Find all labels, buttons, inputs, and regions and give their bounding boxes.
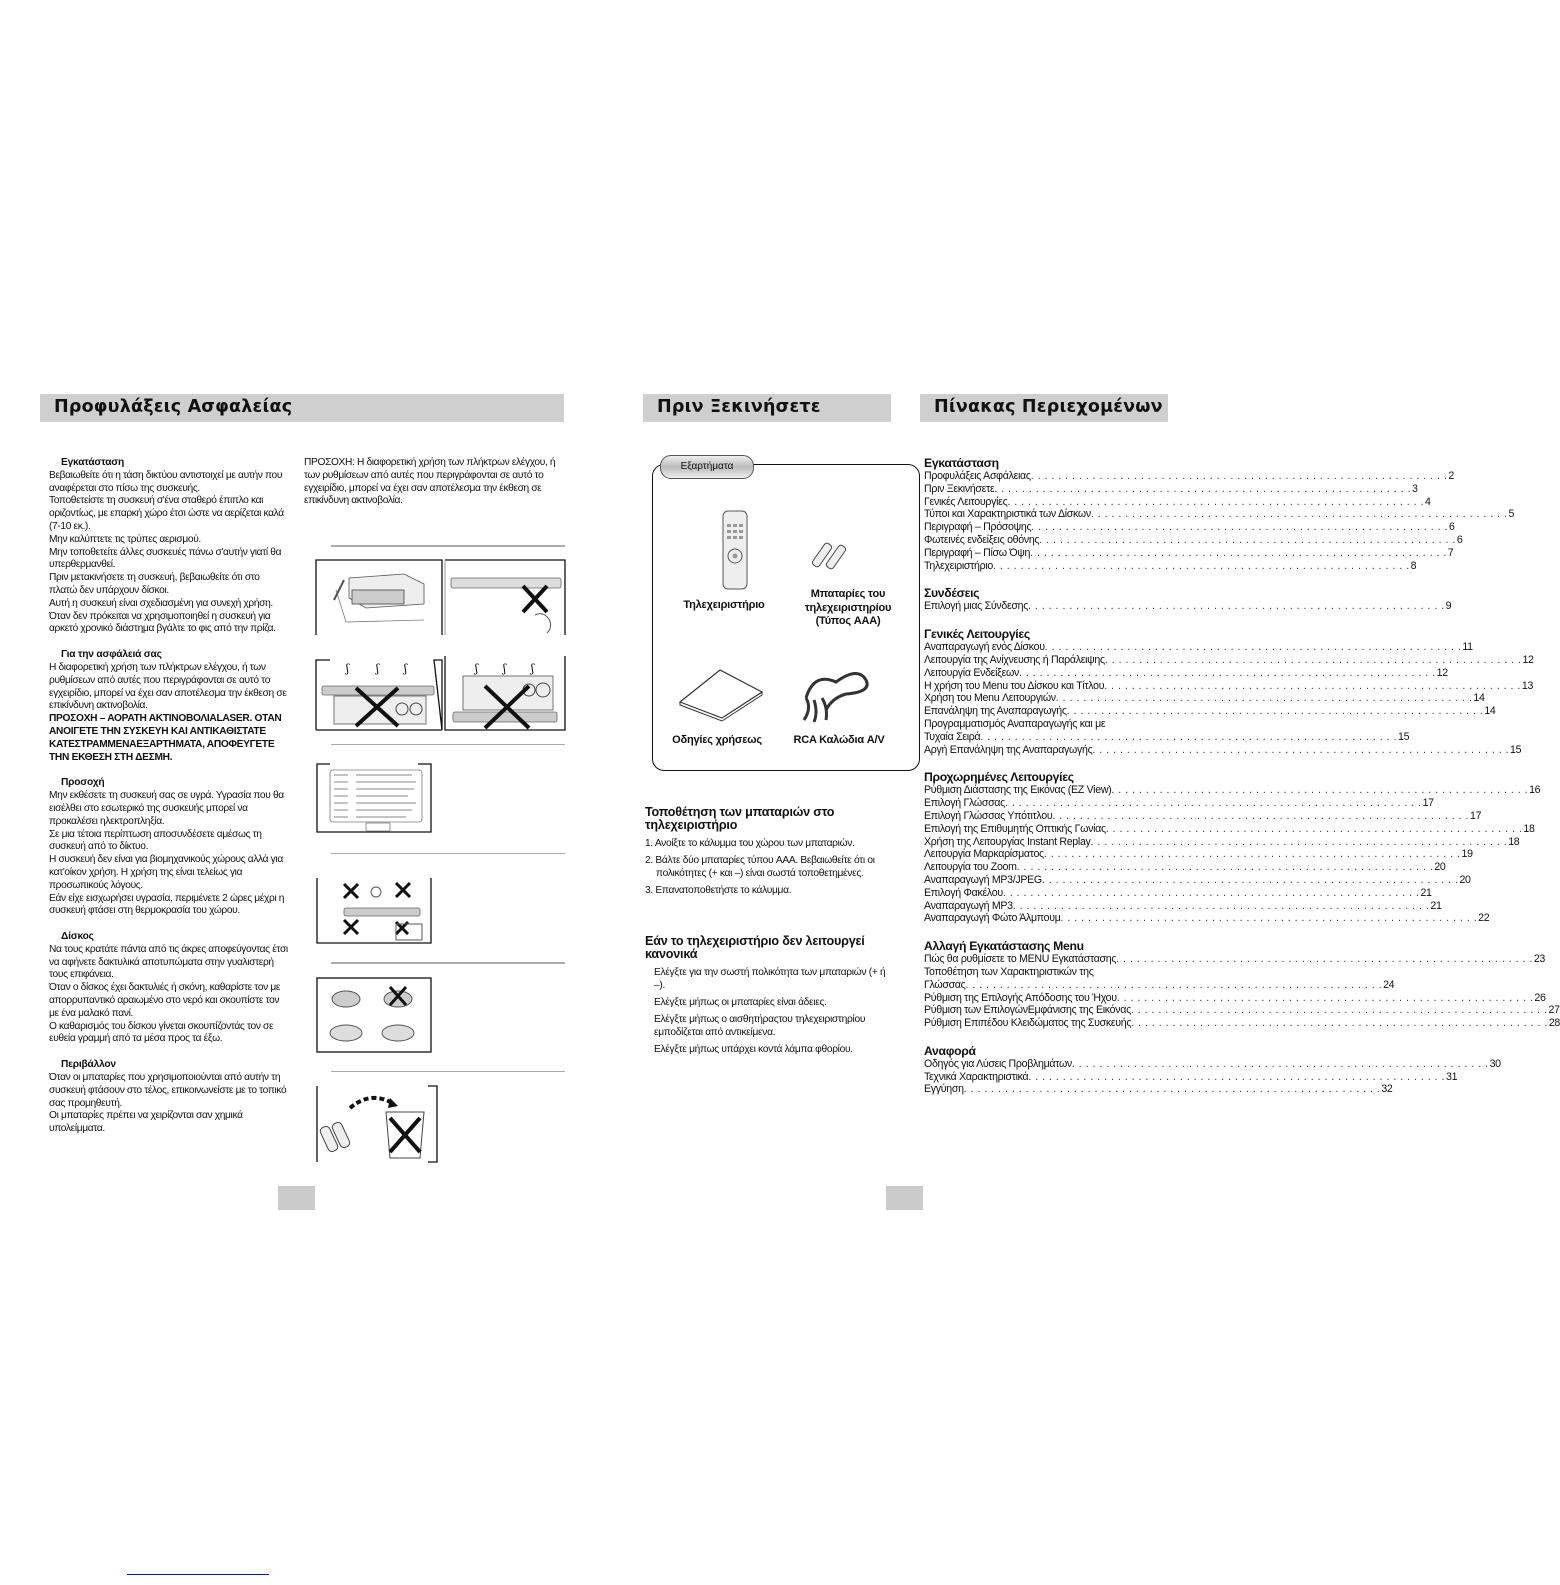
dot-leader	[1131, 1004, 1548, 1017]
dot-leader	[1061, 912, 1478, 925]
page-number-box-left	[278, 1186, 315, 1210]
batteries-icon	[812, 534, 852, 574]
toc-section-heading: Γενικές Λειτουργίες	[924, 627, 1030, 642]
toc-entry-title: Ρύθμιση Επιπέδου Κλειδώματος της Συσκευής	[924, 1017, 1132, 1030]
section-heading-caution: Προσοχή	[61, 777, 105, 789]
accessory-label-av-cable: RCA Καλώδια A/V	[793, 734, 885, 746]
dot-leader	[1091, 508, 1508, 521]
caution-note	[304, 457, 566, 508]
dot-leader	[1019, 667, 1436, 680]
dot-leader	[1117, 992, 1534, 1005]
no-device-below-illustration	[445, 656, 565, 730]
toc-entry-page: 12	[1436, 666, 1448, 679]
toc-entry-title: Λειτουργία του Zoom	[924, 861, 1017, 874]
toc-entry[interactable]	[924, 797, 1434, 810]
toc-entry-title: Ρύθμιση της Επιλογής Απόδοσης του Ήχου	[924, 991, 1117, 1004]
svg-text:ʃ: ʃ	[376, 662, 379, 675]
paragraph: Όταν ο δίσκος έχει δακτυλιές ή σκόνη, καθαρίστε τον με απορρυπαντικό αραιωμένο στο νερό και σκουπίστε τον με ένα μαλακό πανί.	[49, 982, 281, 1019]
paragraph: Βεβαιωθείτε ότι η τάση δικτύου αντιστοιχεί με αυτήν που αναφέρεται στο πίσω της συσκευής.	[49, 469, 283, 494]
check-item: Ελέγξτε μήπως ο αισθητήραςτου τηλεχειριστηρίου εμποδίζεται από αντικείμενα.	[654, 1014, 866, 1038]
toc-entry[interactable]	[924, 666, 1448, 680]
battery-disposal-icon	[316, 1086, 438, 1166]
toc-entry-title: Ρύθμιση των ΕπιλογώνΕμφάνισης της Εικόνας	[924, 1004, 1131, 1017]
safety-header-bar	[40, 394, 564, 422]
toc-entry-title: Φωτεινές ενδείξεις οθόνης	[924, 533, 1040, 546]
toc-entry-title: Οδηγός για Λύσεις Προβλημάτων	[924, 1057, 1072, 1070]
toc-entry-page: 6	[1448, 521, 1455, 534]
dot-leader	[964, 1083, 1381, 1096]
toc-entry-page: 16	[1529, 784, 1541, 797]
dot-leader	[1031, 470, 1448, 483]
svg-text:ʃ: ʃ	[404, 662, 407, 675]
toc-entry[interactable]	[924, 653, 1534, 667]
check-item: Ελέγξτε μήπως υπάρχει κοντά λάμπα φθορίου.	[654, 1044, 853, 1055]
toc-header-bar	[920, 394, 1168, 422]
toc-entry-page: 11	[1462, 641, 1473, 654]
toc-entry-title: Προφυλάξεις Ασφάλειας	[924, 470, 1031, 482]
battery-install-section	[645, 806, 895, 901]
dot-leader	[1106, 823, 1523, 836]
toc-entry[interactable]	[924, 899, 1442, 913]
toc-entry-page: 2	[1448, 470, 1454, 482]
toc-entry-title: Λειτουργία Μαρκαρίσματος	[924, 848, 1044, 861]
divider	[331, 962, 565, 964]
paragraph: Πριν μετακινήσετε τη συσκευή, βεβαιωθείτε ότι στο πλατώ δεν υπάρχουν δίσκοι.	[49, 572, 260, 596]
toc-entry-title: Πώς θα ρυθμίσετε το MENU Εγκατάστασης	[924, 953, 1117, 966]
toc-entry[interactable]	[924, 546, 1454, 560]
paragraph: Μην τοποθετείτε άλλες συσκευές πάνω σ'αυτήν γιατί θα υπερθερμανθεί.	[49, 546, 282, 571]
toc-entry-title: Τηλεχειριστήριο	[924, 559, 994, 572]
toc-entry-title: Αναπαραγωγή ενός Δίσκου	[924, 641, 1045, 654]
safety-page-title: Προφυλάξεις Ασφαλείας	[54, 397, 293, 417]
toc-entry-page: 7	[1447, 546, 1454, 559]
accessories-tab: Εξαρτήματα	[660, 455, 754, 479]
toc-entry[interactable]	[924, 679, 1534, 693]
toc-entry-line[interactable]: Προγραμματισμός Αναπαραγωγής και με	[924, 717, 1106, 730]
dot-leader	[1007, 496, 1424, 509]
toc-entry-page: 13	[1521, 679, 1534, 692]
toc-entry-title: Επιλογή Γλώσσας	[924, 797, 1005, 810]
paragraph: Οι μπαταρίες πρέπει να χειρίζονται σαν χημικά υπολείμματα.	[49, 1110, 243, 1135]
divider	[331, 545, 565, 547]
av-cable-icon	[796, 668, 876, 724]
toc-entry-title: Επιλογή μιας Σύνδεσης	[924, 600, 1029, 613]
caution-text: ΠΡΟΣΟΧΗ: Η διαφορετική χρήση των πλήκτρων ελέγχου, ή των ρυθμίσεων από αυτές που περιγράφονται σε αυτό το εγχειρίδιο, μπορεί να έχει σαν αποτέλεσμα την έκθεση σε επικίνδυνη ακτινοβολία.	[304, 457, 556, 507]
toc-section-heading: Αναφορά	[924, 1043, 976, 1058]
environment-hazards-illustration	[316, 878, 432, 944]
toc-entry-title: Χρήση της Λειτουργίας Instant Replay	[924, 835, 1091, 848]
toc-entry-page: 27	[1548, 1004, 1560, 1017]
toc-entry[interactable]	[924, 1004, 1560, 1017]
accessory-label-batteries: Μπαταρίες του τηλεχειριστηρίου (Τύπος AAA)	[804, 588, 892, 627]
toc-entry-page: 15	[1398, 730, 1410, 743]
paragraph: Όταν οι μπαταρίες που χρησιμοποιούνται από αυτήν τη συσκευή φτάσουν στο τέλος, επικοινωνείστε με το τοπικό σας προμηθευτή.	[49, 1072, 287, 1109]
toc-entry-line[interactable]: Τοποθέτηση των Χαρακτηριστικών της	[924, 965, 1094, 978]
dot-leader	[1045, 641, 1462, 654]
toc-entry[interactable]	[924, 521, 1455, 534]
manual-icon	[678, 668, 768, 720]
battery-install-heading: Τοποθέτηση των μπαταριών στο τηλεχειριστήριο	[645, 805, 835, 832]
no-stack-top-icon	[316, 656, 442, 730]
dot-leader	[1003, 887, 1420, 900]
toc-entry[interactable]	[924, 886, 1432, 900]
toc-entry-page: 3	[1412, 482, 1418, 495]
paragraph: Μην καλύπτετε τις τρύπες αερισμού.	[49, 533, 201, 545]
disc-handling-illustration	[316, 977, 432, 1053]
paragraph: Όταν δεν πρόκειται να χρησιμοποιηθεί η συσκευή για αρκετό χρονικό διάστημα βγάλτε το φις από την πρίζα.	[49, 610, 276, 635]
toc-entry-title: Πριν Ξεκινήσετε	[924, 482, 995, 495]
toc-entry-title: Αναπαραγωγή MP3	[924, 899, 1013, 912]
toc-entry-title: Τυχαία Σειρά	[924, 730, 981, 743]
divider	[331, 744, 565, 745]
toc-entry[interactable]	[924, 784, 1541, 797]
toc-entry-title: Λειτουργία της Ανίχνευσης ή Παράλειψης	[924, 653, 1105, 666]
toc-entry-page: 6	[1456, 533, 1463, 546]
toc-entry[interactable]	[924, 953, 1545, 966]
toc-entry-title: Περιγραφή – Πρόσοψης	[924, 521, 1032, 534]
toc-entry-title: Λειτουργία Ενδείξεων	[924, 666, 1019, 679]
divider	[331, 853, 565, 854]
toc-entry[interactable]	[924, 1017, 1560, 1030]
toc-entry-title: Γλώσσας	[924, 978, 966, 991]
accessory-label-manual: Οδηγίες χρήσεως	[672, 734, 762, 746]
dot-leader	[994, 483, 1411, 496]
troubleshoot-section	[645, 935, 895, 1060]
toc-entry-page: 4	[1425, 495, 1431, 508]
laser-label-icon	[316, 763, 432, 833]
toc-entry-page: 15	[1510, 743, 1522, 756]
toc-entry-title: Επιλογή Φακέλου	[924, 886, 1003, 899]
svg-text:ʃ: ʃ	[346, 662, 349, 675]
dot-leader	[1031, 521, 1448, 534]
toc-entry-page: 23	[1533, 953, 1545, 966]
toc-entry[interactable]	[924, 559, 1417, 573]
dot-leader	[1091, 836, 1508, 849]
toc-entry[interactable]	[924, 730, 1410, 744]
before-start-header-bar	[643, 394, 891, 422]
toc-entry[interactable]	[924, 912, 1490, 925]
dot-leader	[1056, 692, 1473, 705]
dot-leader	[1072, 1058, 1489, 1071]
toc-entry-title: Αναπαραγωγή MP3/JPEG	[924, 873, 1042, 886]
toc-entry-page: 21	[1420, 886, 1432, 899]
paragraph: Η συσκευή δεν είναι για βιομηχανικούς χώρους αλλά για κατ'οίκον χρήση. Η χρήση της είναι τελείως για προσωπικούς λόγους.	[49, 854, 283, 891]
check-item: Ελέγξτε μήπως οι μπαταρίες είναι άδειες.	[654, 997, 827, 1008]
toc-entry-title: Επιλογή της Επιθυμητής Οπτικής Γωνίας	[924, 822, 1106, 835]
toc-section-heading: Συνδέσεις	[924, 586, 980, 601]
table-of-contents	[924, 456, 1560, 1096]
toc-entry-title: Περιγραφή – Πίσω Όψη	[924, 546, 1031, 559]
dot-leader	[1104, 680, 1521, 693]
toc-entry[interactable]	[924, 873, 1471, 887]
environment-hazards-icon	[316, 878, 432, 944]
toc-entry-title: Τεχνικά Χαρακτηριστικά	[924, 1070, 1029, 1083]
divider	[331, 1071, 565, 1072]
no-stack-below-icon	[445, 656, 565, 730]
dot-leader	[1039, 534, 1456, 547]
no-hand-icon	[445, 560, 565, 635]
toc-entry-page: 17	[1470, 809, 1482, 822]
no-hand-in-tray-illustration	[445, 560, 565, 635]
paragraph: Η διαφορετική χρήση των πλήκτρων ελέγχου, ή των ρυθμίσεων από αυτές που περιγράφονται σε αυτό το εγχειρίδιο, μπορεί να έχει σαν αποτέλεσμα την έκθεση σε επικίνδυνη ακτινοβολία.	[49, 661, 287, 712]
toc-entry[interactable]	[924, 991, 1546, 1005]
section-heading-disc: Δίσκος	[61, 931, 94, 943]
dot-leader	[1017, 861, 1434, 874]
toc-entry-title: Γενικές Λειτουργίες	[924, 495, 1008, 508]
dot-leader	[1131, 1017, 1548, 1030]
toc-entry-page: 14	[1484, 705, 1496, 718]
toc-entry-title: Ρύθμιση Διάστασης της Εικόνας (EZ View)	[924, 784, 1112, 797]
paragraph: Τοποθετείστε τη συσκευή σ'ένα σταθερό έπιπλο και οριζοντίως, με επαρκή χώρο έτσι ώστε να αερίζεται καλά (7-10 εκ.).	[49, 495, 284, 532]
toc-entry[interactable]	[924, 533, 1463, 547]
toc-entry[interactable]	[924, 861, 1446, 874]
toc-section-heading: Προχωρημένες Λειτουργίες	[924, 770, 1074, 785]
toc-entry-page: 26	[1534, 991, 1546, 1004]
step: 2. Βάλτε δύο μπαταρίες τύπου AAA. Βεβαιωθείτε ότι οι πολικότητες (+ και –) είναι σωστά τοποθετημένες.	[645, 855, 875, 879]
dot-leader	[1105, 654, 1522, 667]
toc-entry-page: 31	[1445, 1070, 1458, 1083]
dot-leader	[1028, 1071, 1445, 1084]
remote-control-icon	[720, 510, 750, 590]
toc-entry[interactable]	[924, 743, 1522, 757]
step: 3. Επανατοποθετήστε το κάλυμμα.	[645, 885, 792, 896]
toc-section-heading: Αλλαγή Εγκατάστασης Menu	[924, 939, 1084, 954]
step: 1. Ανοίξτε το κάλυμμα του χώρου των μπαταριών.	[645, 838, 855, 849]
paragraph: Εάν είχε εισχωρήσει υγρασία, περιμένετε 2 ώρες μέχρι η συσκευή φτάσει στη θερμοκρασία του χώρου.	[49, 892, 285, 917]
toc-entry-page: 22	[1478, 912, 1490, 925]
toc-entry-page: 18	[1523, 822, 1535, 835]
toc-entry-title: Η χρήση του Menu του Δίσκου και Τίτλου	[924, 679, 1105, 692]
toc-entry[interactable]	[924, 692, 1485, 705]
toc-entry-page: 14	[1473, 692, 1485, 705]
svg-text:ʃ: ʃ	[503, 662, 506, 675]
toc-entry[interactable]	[924, 822, 1535, 836]
page-number-box-middle	[886, 1186, 923, 1210]
toc-entry[interactable]	[924, 641, 1473, 654]
toc-entry-title: Αργή Επανάληψη της Αναπαραγωγής	[924, 743, 1093, 756]
battery-disposal-illustration	[316, 1086, 438, 1166]
dot-leader	[1044, 848, 1461, 861]
svg-text:ʃ: ʃ	[531, 662, 534, 675]
paragraph: Να τους κρατάτε πάντα από τις άκρες αποφεύγοντας έτσι να αφήνετε δακτυλικά αποτυπώματα στην γυαλιστερή τους επιφάνεια.	[49, 943, 288, 981]
dot-leader	[1042, 874, 1459, 887]
troubleshoot-heading: Εάν το τηλεχειριστήριο δεν λειτουργεί κανονικά	[645, 934, 865, 961]
toc-entry[interactable]	[924, 600, 1452, 613]
disc-handling-icon	[316, 977, 432, 1053]
dot-leader	[1116, 953, 1533, 966]
accessory-label-remote: Τηλεχειριστήριο	[683, 599, 765, 611]
toc-entry-page: 24	[1383, 978, 1395, 991]
dot-leader	[965, 979, 1382, 992]
section-heading-installation: Εγκατάσταση	[61, 457, 125, 468]
link-underline[interactable]	[127, 1574, 269, 1575]
section-heading-environment: Περιβάλλον	[61, 1059, 116, 1071]
dot-leader	[1028, 600, 1445, 613]
dot-leader	[1030, 547, 1447, 560]
toc-entry[interactable]	[924, 1083, 1393, 1096]
toc-entry-page: 30	[1489, 1057, 1501, 1070]
laser-label-illustration	[316, 763, 432, 833]
toc-entry[interactable]	[924, 470, 1454, 483]
toc-entry-title: Επιλογή Γλώσσας Υπότιτλου	[924, 809, 1053, 822]
toc-entry-page: 20	[1434, 861, 1446, 874]
safety-text-column	[49, 457, 289, 1136]
toc-entry[interactable]	[924, 978, 1395, 992]
dot-leader	[980, 731, 1397, 744]
dot-leader	[1005, 797, 1422, 810]
toc-entry[interactable]	[924, 495, 1431, 509]
toc-entry[interactable]	[924, 848, 1473, 861]
toc-entry-page: 19	[1461, 848, 1473, 861]
toc-entry-title: Χρήση του Menu Λειτουργιών	[924, 692, 1056, 705]
toc-entry-title: Τύποι και Χαρακτηριστικά των Δίσκων	[924, 508, 1091, 521]
ventilation-icon	[316, 560, 442, 635]
section-heading-safety: Για την ασφάλειά σας	[61, 649, 162, 661]
dot-leader	[1092, 744, 1509, 757]
paragraph: Σε μια τέτοια περίπτωση αποσυνδέσετε αμέσως τη συσκευή από το δίκτυο.	[49, 828, 262, 853]
toc-entry[interactable]	[924, 809, 1482, 823]
before-start-page-title: Πριν Ξεκινήσετε	[657, 397, 821, 417]
toc-page-title: Πίνακας Περιεχομένων	[934, 397, 1163, 417]
toc-entry-title: Εγγύηση	[924, 1083, 964, 1096]
toc-entry-page: 20	[1459, 873, 1471, 886]
toc-entry[interactable]	[924, 705, 1496, 718]
svg-text:ʃ: ʃ	[475, 662, 478, 675]
toc-entry-page: 12	[1522, 653, 1534, 666]
toc-entry[interactable]	[924, 482, 1418, 496]
toc-entry-page: 8	[1410, 559, 1417, 572]
toc-section-heading: Εγκατάσταση	[924, 456, 999, 470]
dot-leader	[993, 560, 1410, 573]
paragraph: Ο καθαρισμός του δίσκου γίνεται σκουπίζοντάς τον σε ευθεία γραμμή από τα μέσα προς τα έξω.	[49, 1020, 274, 1045]
toc-entry[interactable]	[924, 1070, 1458, 1084]
dot-leader	[1013, 900, 1430, 913]
no-device-on-top-illustration	[316, 656, 442, 730]
toc-entry[interactable]	[924, 835, 1520, 849]
dot-leader	[1067, 705, 1484, 718]
ventilation-clearance-illustration	[316, 560, 442, 635]
dot-leader	[1111, 784, 1528, 797]
dot-leader	[1052, 810, 1469, 823]
paragraph: Αυτή η συσκευή είναι σχεδιασμένη για συνεχή χρήση.	[49, 597, 273, 609]
toc-entry[interactable]	[924, 1057, 1501, 1071]
toc-entry[interactable]	[924, 508, 1515, 521]
toc-entry-page: 18	[1508, 835, 1520, 848]
toc-entry-page: 5	[1508, 508, 1515, 521]
toc-entry-page: 9	[1445, 600, 1452, 613]
toc-entry-title: Επανάληψη της Αναπαραγωγής	[924, 705, 1067, 718]
toc-entry-page: 32	[1381, 1083, 1393, 1096]
check-item: Ελέγξτε για την σωστή πολικότητα των μπαταριών (+ ή –).	[654, 967, 886, 991]
toc-entry-page: 21	[1430, 899, 1442, 912]
paragraph: Μην εκθέσετε τη συσκευή σας σε υγρά. Υγρασία που θα εισέλθει στο εσωτερικό της συσκευής μπορεί να προκαλέσει ηλεκτροπληξία.	[49, 790, 284, 827]
laser-warning: ΠΡΟΣΟΧΗ – ΑΟΡΑΤΗ ΑΚΤΙΝΟΒΟΛΙΑLASER. ΟΤΑΝ ΑΝΟΙΓΕΤΕ ΤΗΝ ΣΥΣΚΕΥΗ ΚΑΙ ΑΝΤΙΚΑΘΙΣΤΑΤΕ ΚΑΤΕΣΤΡΑΜΜΕΝΑΕΞΑΡΤΗΜΑΤΑ, ΑΠΟΦΕΥΓΕΤΕ ΤΗΝ ΕΚΘΕΣΗ ΣΤΗ ΔΕΣΜΗ.	[49, 713, 282, 763]
toc-entry-page: 17	[1422, 797, 1434, 810]
toc-entry-title: Αναπαραγωγή Φώτο Άλμπουμ	[924, 912, 1061, 925]
toc-entry-page: 28	[1548, 1017, 1560, 1030]
